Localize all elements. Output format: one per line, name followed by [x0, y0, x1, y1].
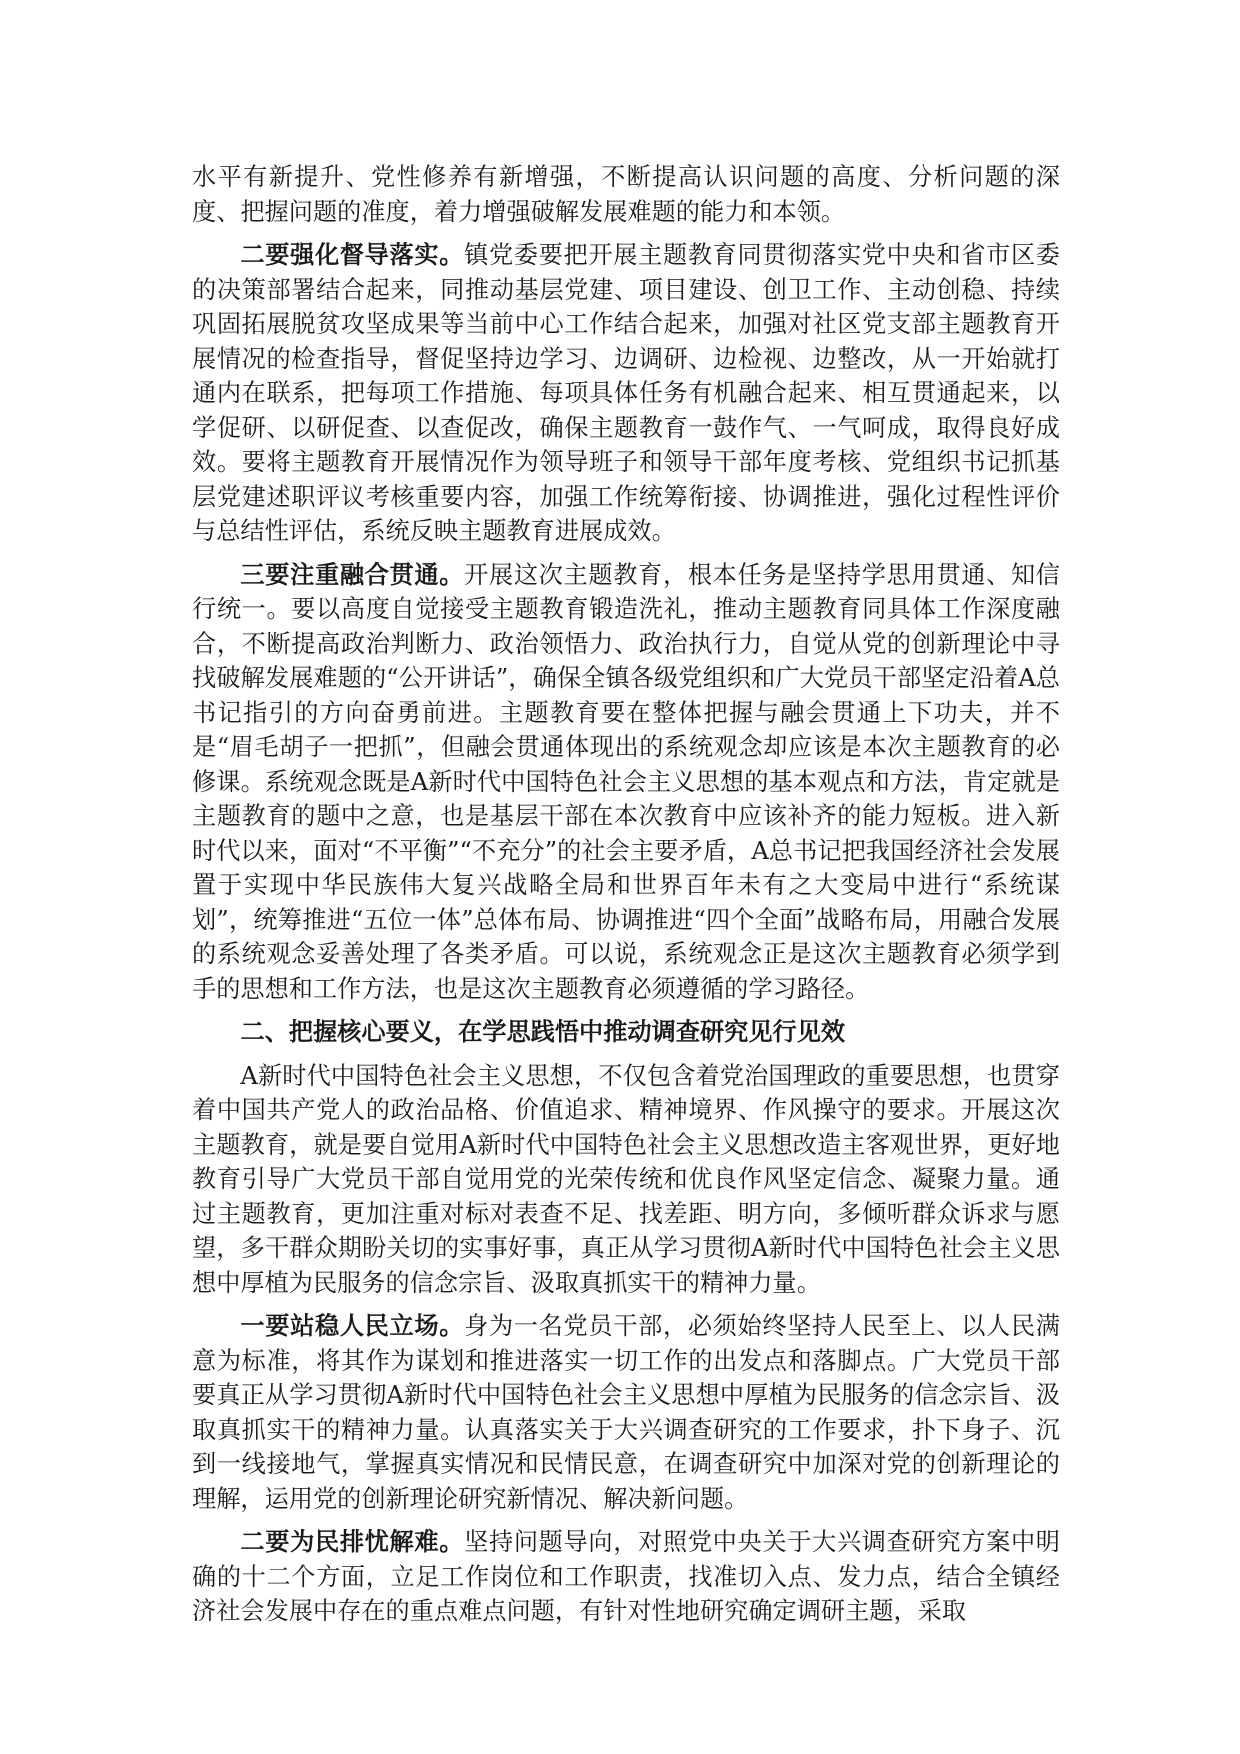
paragraph-text: 坚持问题导向，对照党中央关于大兴调查研究方案中明确的十二个方面，立足工作岗位和工作职责，找准切入点、发力点，结合全镇经济社会发展中存在的重点难点问题，有针对性地研究确定调研主题，采取	[192, 1528, 1060, 1625]
paragraph-text: A新时代中国特色社会主义思想，不仅包含着党治国理政的重要思想，也贯穿着中国共产党人的政治品格、价值追求、精神境界、作风操守的要求。开展这次主题教育，就是要自觉用A新时代中国特色社会主义思想改造主客观世界，更好地教育引导广大党员干部自觉用党的光荣传统和优良作风坚定信念、凝聚力量。通过主题教育，更加注重对标对表查不足、找差距、明方向，多倾听群众诉求与愿望，多干群众期盼关切的实事好事，真正从学习贯彻A新时代中国特色社会主义思想中厚植为民服务的信念宗旨、汲取真抓实干的精神力量。	[192, 1061, 1060, 1297]
paragraph-text: 身为一名党员干部，必须始终坚持人民至上、以人民满意为标准，将其作为谋划和推进落实一切工作的出发点和落脚点。广大党员干部要真正从学习贯彻A新时代中国特色社会主义思想中厚植为民服务的信念宗旨、汲取真抓实干的精神力量。认真落实关于大兴调查研究的工作要求，扑下身子、沉到一线接地气，掌握真实情况和民情民意，在调查研究中加深对党的创新理论的理解，运用党的创新理论研究新情况、解决新问题。	[192, 1312, 1060, 1513]
paragraph-lead: 二要为民排忧解难。	[240, 1527, 465, 1556]
paragraph-lead: 二要强化督导落实。	[240, 240, 465, 269]
section-heading-text: 二、把握核心要义，在学思践悟中推动调查研究见行见效	[240, 1017, 846, 1046]
paragraph-supervision	[192, 238, 1060, 549]
paragraph-text: 水平有新提升、党性修养有新增强，不断提高认识问题的高度、分析问题的深度、把握问题的准度，着力增强破解发展难题的能力和本领。	[192, 163, 1060, 226]
paragraph-people-stance	[192, 1309, 1060, 1516]
paragraph-lead: 三要注重融合贯通。	[240, 559, 465, 589]
document-page	[192, 160, 1060, 1638]
paragraph-continuation	[192, 160, 1060, 229]
paragraph-core-thought	[192, 1059, 1060, 1301]
paragraph-integration	[192, 558, 1060, 1007]
paragraph-text: 开展这次主题教育，根本任务是坚持学思用贯通、知信行统一。要以高度自觉接受主题教育锻造洗礼，推动主题教育同具体工作深度融合，不断提高政治判断力、政治领悟力、政治执行力，自觉从党的创新理论中寻找破解发展难题的“公开讲话”，确保全镇各级党组织和广大党员干部坚定沿着A总书记指引的方向奋勇前进。主题教育要在整体把握与融会贯通上下功夫，并不是“眉毛胡子一把抓”，但融会贯通体现出的系统观念却应该是本次主题教育的必修课。系统观念既是A新时代中国特色社会主义思想的基本观点和方法，肯定就是主题教育的题中之意，也是基层干部在本次教育中应该补齐的能力短板。进入新时代以来，面对“不平衡”“不充分”的社会主要矛盾，A总书记把我国经济社会发展置于实现中华民族伟大复兴战略全局和世界百年未有之大变局中进行“系统谋划”，统筹推进“五位一体”总体布局、协调推进“四个全面”战略布局，用融合发展的系统观念妥善处理了各类矛盾。可以说，系统观念正是这次主题教育必须学到手的思想和工作方法，也是这次主题教育必须遵循的学习路径。	[192, 560, 1060, 1003]
section-heading	[192, 1015, 1060, 1050]
paragraph-lead: 一要站稳人民立场。	[240, 1311, 465, 1340]
paragraph-text: 镇党委要把开展主题教育同贯彻落实党中央和省市区委的决策部署结合起来，同推动基层党建、项目建设、创卫工作、主动创稳、持续巩固拓展脱贫攻坚成果等当前中心工作结合起来，加强对社区党支部主题教育开展情况的检查指导，督促坚持边学习、边调研、边检视、边整改，从一开始就打通内在联系，把每项工作措施、每项具体任务有机融合起来、相互贯通起来，以学促研、以研促查、以查促改，确保主题教育一鼓作气、一气呵成，取得良好成效。要将主题教育开展情况作为领导班子和领导干部年度考核、党组织书记抓基层党建述职评议考核重要内容，加强工作统筹衔接、协调推进，强化过程性评价与总结性评估，系统反映主题教育进展成效。	[192, 241, 1060, 545]
paragraph-solve-problems	[192, 1525, 1060, 1629]
